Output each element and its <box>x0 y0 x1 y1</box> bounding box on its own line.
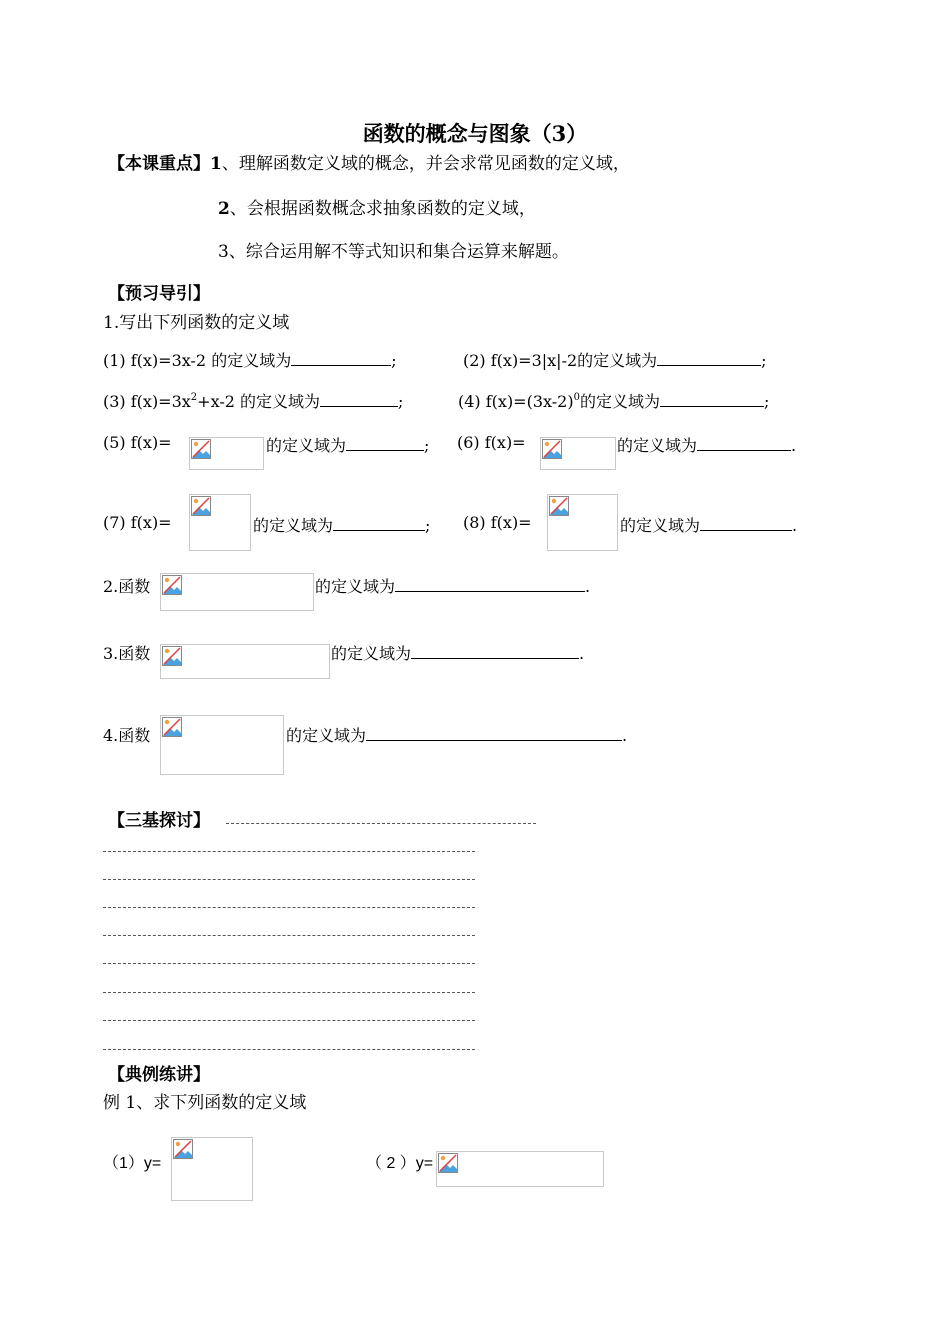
examples-heading: 【典例练讲】 <box>108 1065 210 1085</box>
broken-image-icon <box>191 496 211 516</box>
example-1-part-1-label: （1）y= <box>103 1155 162 1172</box>
broken-image-icon <box>438 1153 458 1173</box>
broken-image-icon <box>542 439 562 459</box>
key-points-heading: 【本课重点】 <box>108 154 210 174</box>
item-1-label: (1) f(x)=3x-2 <box>103 351 207 370</box>
item-3-suffix: 的定义域为 <box>240 392 321 411</box>
answer-blank[interactable] <box>660 392 764 407</box>
item-7-end: ; <box>425 516 431 535</box>
broken-image-icon <box>162 575 182 595</box>
answer-blank[interactable] <box>697 436 791 451</box>
key-point-2-number: 2 <box>218 199 230 219</box>
formula-image <box>547 494 618 551</box>
answer-blank[interactable] <box>366 726 622 741</box>
key-points-line-1 <box>108 149 630 174</box>
question-4-prefix: 4.函数 <box>103 726 151 745</box>
writing-line[interactable] <box>226 823 536 824</box>
item-6-suffix: 的定义域为 <box>617 436 698 455</box>
question-3-rest <box>331 641 584 664</box>
formula-image <box>160 715 284 775</box>
question-3-end: . <box>579 644 585 663</box>
formula-image <box>189 494 251 551</box>
writing-line[interactable] <box>103 935 475 936</box>
writing-line[interactable] <box>103 907 475 908</box>
example-1-part-2-label: （ 2 ）y= <box>366 1155 434 1172</box>
item-3-label: (3) f(x)=3x <box>103 392 191 411</box>
broken-image-icon <box>162 646 182 666</box>
broken-image-icon <box>191 439 211 459</box>
answer-blank[interactable] <box>657 351 761 366</box>
item-3-label-rest: +x-2 <box>197 392 235 411</box>
question-4-rest <box>286 723 627 746</box>
answer-blank[interactable] <box>411 644 579 659</box>
formula-image <box>540 437 616 470</box>
item-4 <box>458 389 769 412</box>
formula-image <box>160 644 330 679</box>
item-8-rest <box>620 513 797 536</box>
answer-blank[interactable] <box>320 392 398 407</box>
writing-line[interactable] <box>103 851 475 852</box>
key-point-3: 3、综合运用解不等式知识和集合运算来解题。 <box>218 242 569 262</box>
writing-line[interactable] <box>103 1049 475 1050</box>
key-points-line-2 <box>218 194 536 219</box>
writing-line[interactable] <box>103 992 475 993</box>
item-3 <box>103 389 403 412</box>
example-1-title: 例 1、求下列函数的定义域 <box>103 1093 307 1113</box>
item-7-rest <box>253 513 430 536</box>
question-3-prefix: 3.函数 <box>103 644 151 663</box>
formula-image <box>436 1151 604 1187</box>
question-2-prefix: 2.函数 <box>103 577 151 596</box>
item-6-end: . <box>791 436 797 455</box>
item-3-exponent: 2 <box>190 392 198 403</box>
item-4-exponent: 0 <box>573 392 580 403</box>
preview-heading: 【预习导引】 <box>108 284 210 304</box>
broken-image-icon <box>162 717 182 737</box>
key-point-1-text: 、理解函数定义域的概念，并会求常见函数的定义域， <box>221 154 630 174</box>
item-4-end: ; <box>763 392 770 411</box>
formula-image <box>189 437 264 470</box>
item-1-end: ; <box>391 351 397 370</box>
item-2-label: (2) f(x)=3|x|-2 <box>463 351 578 370</box>
broken-image-icon <box>173 1139 193 1159</box>
answer-blank[interactable] <box>333 516 425 531</box>
item-8-label: (8) f(x)= <box>463 513 532 532</box>
answer-blank[interactable] <box>291 351 391 366</box>
question-2-end: . <box>585 577 591 596</box>
item-5-suffix: 的定义域为 <box>266 436 347 455</box>
item-3-end: ; <box>398 392 404 411</box>
item-1 <box>103 348 397 371</box>
item-5-end: ; <box>424 436 430 455</box>
item-6-rest <box>617 433 796 456</box>
broken-image-icon <box>549 496 569 516</box>
item-8-suffix: 的定义域为 <box>620 516 701 535</box>
item-2-end: ; <box>761 351 767 370</box>
item-1-suffix: 的定义域为 <box>211 351 292 370</box>
writing-line[interactable] <box>103 1020 475 1021</box>
item-6-label: (6) f(x)= <box>457 433 526 452</box>
item-2-suffix: 的定义域为 <box>577 351 658 370</box>
formula-image <box>171 1137 253 1201</box>
item-7-suffix: 的定义域为 <box>253 516 334 535</box>
key-point-2-text: 、会根据函数概念求抽象函数的定义域， <box>229 199 536 219</box>
item-5-label: (5) f(x)= <box>103 433 172 452</box>
item-4-suffix: 的定义域为 <box>579 392 660 411</box>
question-3-suffix: 的定义域为 <box>331 644 412 663</box>
answer-blank[interactable] <box>700 516 792 531</box>
item-7-label: (7) f(x)= <box>103 513 172 532</box>
page-title: 函数的概念与图象（3） <box>362 121 588 146</box>
question-2-rest <box>315 574 590 597</box>
question-1-intro: 1.写出下列函数的定义域 <box>103 313 290 333</box>
writing-line[interactable] <box>103 879 475 880</box>
question-4-suffix: 的定义域为 <box>286 726 367 745</box>
question-2-suffix: 的定义域为 <box>315 577 396 596</box>
item-8-end: . <box>792 516 798 535</box>
item-4-label: (4) f(x)=(3x-2) <box>458 392 574 411</box>
answer-blank[interactable] <box>395 577 585 592</box>
key-point-1-number: 1 <box>210 154 222 174</box>
writing-line[interactable] <box>103 963 475 964</box>
answer-blank[interactable] <box>346 436 424 451</box>
item-2 <box>463 348 767 371</box>
formula-image <box>160 573 314 611</box>
discussion-heading: 【三基探讨】 <box>108 811 210 831</box>
question-4-end: . <box>622 726 628 745</box>
item-5-rest <box>266 433 429 456</box>
